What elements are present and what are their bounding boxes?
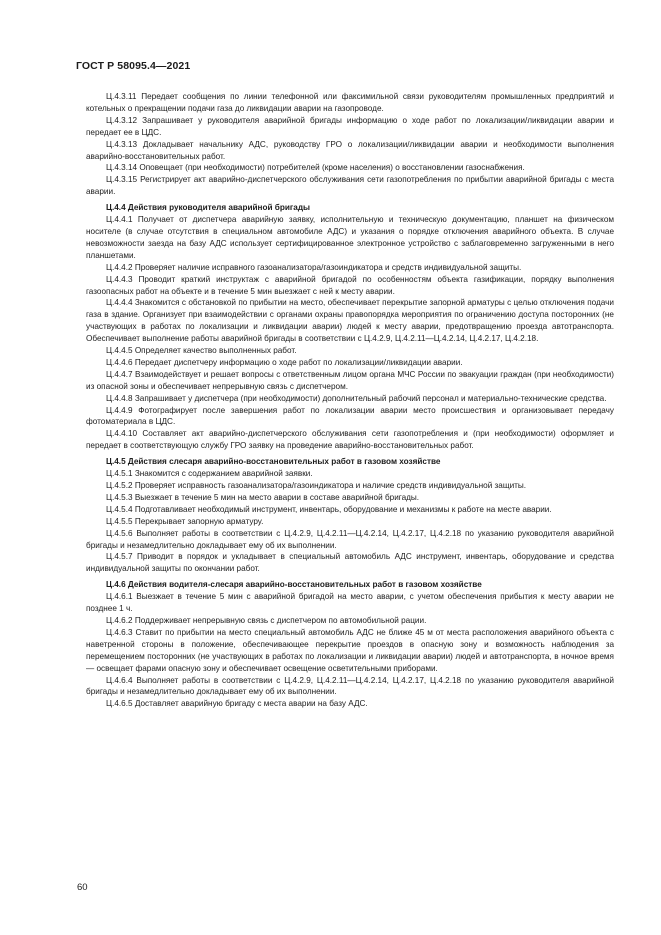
paragraph: Ц.4.4.2 Проверяет наличие исправного газоанализатора/газоиндикатора и средств индивидуальной защиты. [106, 262, 522, 272]
paragraph: Ц.4.5.7 Приводит в порядок и укладывает в специальный автомобиль АДС инструмент, инвентарь, оборудование и средства индивидуальной защиты по окончании работ. [86, 552, 614, 574]
section-heading: Ц.4.6 Действия водителя-слесаря аварийно-восстановительных работ в газовом хозяйстве [106, 580, 482, 590]
paragraph: Ц.4.5.4 Подготавливает необходимый инструмент, инвентарь, оборудование и механизмы к работе на месте аварии. [106, 504, 552, 514]
paragraph: Ц.4.5.2 Проверяет исправность газоанализатора/газоиндикатора и наличие средств индивидуальной защиты. [106, 481, 527, 490]
paragraph: Ц.4.5.6 Выполняет работы в соответствии с Ц.4.2.9, Ц.4.2.11—Ц.4.2.14, Ц.4.2.17, Ц.4.2.18 по указанию руководителя аварийной бригады и незамедлительно докладывает ему об их выполнении. [86, 528, 614, 550]
paragraph: Ц.4.6.3 Ставит по прибытии на место специальный автомобиль АДС не ближе 45 м от места расположения аварийного объекта с наветренной стороны в положение, обеспечивающее перекрытие проездов в опасную зону и возможность наблюдения за перемещением посторонних (не участвующих в работах по локализации и ликвидации аварии) людей и автотранспорта, в ночное время — освещает фарами опасную зону и обеспечивает освещение осветительными приборами. [86, 627, 614, 673]
paragraph: Ц.4.6.4 Выполняет работы в соответствии с Ц.4.2.9, Ц.4.2.11—Ц.4.2.14, Ц.4.2.17, Ц.4.2.18 по указанию руководителя аварийной бригады и незамедлительно докладывает ему об их выполнении. [86, 675, 614, 697]
paragraph: Ц.4.4.5 Определяет качество выполненных работ. [106, 346, 297, 356]
document-header: ГОСТ Р 58095.4—2021 [76, 60, 191, 72]
paragraph: Ц.4.5.5 Перекрывает запорную арматуру. [106, 516, 264, 526]
page-number: 60 [77, 882, 88, 893]
paragraph: Ц.4.4.3 Проводит краткий инструктаж с аварийной бригадой по особенностям объекта газификации, порядку выполнения газоопасных работ на объекте и в течение 5 мин выезжает с ней к месту аварии. [86, 274, 614, 296]
paragraph: Ц.4.6.1 Выезжает в течение 5 мин с аварийной бригадой на место аварии, с учетом обеспечения прибытия к месту аварии не позднее 1 ч. [86, 592, 614, 614]
paragraph: Ц.4.3.13 Докладывает начальнику АДС, руководству ГРО о локализации/ликвидации аварии и необходимости выполнения аварийно-восстановительных работ. [86, 139, 614, 161]
paragraph: Ц.4.4.10 Составляет акт аварийно-диспетчерского обслуживания сети газопотребления и (при необходимости) оформляет и передает в соответствующую службу ГРО заявку на проведение аварийно-восстановительных работ. [86, 429, 614, 451]
section-heading: Ц.4.5 Действия слесаря аварийно-восстановительных работ в газовом хозяйстве [106, 457, 441, 467]
paragraph: Ц.4.4.9 Фотографирует после завершения работ по локализации аварии место происшествия и организовывает передачу фотоматериала в ЦДС. [86, 405, 614, 427]
paragraph: Ц.4.6.5 Доставляет аварийную бригаду с места аварии на базу АДС. [106, 699, 368, 709]
paragraph: Ц.4.4.8 Запрашивает у диспетчера (при необходимости) дополнительный рабочий персонал и материально-технические средства. [106, 393, 607, 403]
paragraph: Ц.4.4.4 Знакомится с обстановкой по прибытии на место, обеспечивает перекрытие запорной арматуры с целью отключения подачи газа в здание. Организует при взаимодействии с органами охраны правопорядка мероприятия по ограничению доступа посторонних (не участвующих в работах по локализации и ликвидации аварии) людей к месту аварии, предотвращению проезда автотранспорта. Обеспечивает выполнение работы аварийной бригады в соответствии с Ц.4.2.9, Ц.4.2.11—Ц.4.2.14, Ц.4.2.17, Ц.4.2.18. [86, 298, 614, 344]
paragraph: Ц.4.3.11 Передает сообщения по линии телефонной или факсимильной связи руководителям промышленных предприятий и котельных о прекращении подачи газа до ликвидации аварии на газопроводе. [86, 92, 614, 113]
paragraph: Ц.4.3.15 Регистрирует акт аварийно-диспетчерского обслуживания сети газопотребления по прибытии аварийной бригады с места аварии. [86, 175, 614, 197]
paragraph: Ц.4.6.2 Поддерживает непрерывную связь с диспетчером по автомобильной рации. [106, 615, 427, 625]
paragraph: Ц.4.4.1 Получает от диспетчера аварийную заявку, исполнительную и техническую документацию, планшет на физическом носителе (в случае отсутствия в специальном автомобиле АДС) и указания о порядке отключения аварийного объекта. В случае невозможности заезда на базу АДС использует сертифицированное электронное устройство с заблаговременно загруженными в него планшетами. [86, 215, 614, 260]
paragraph: Ц.4.5.3 Выезжает в течение 5 мин на место аварии в составе аварийной бригады. [106, 492, 420, 502]
paragraph: Ц.4.4.6 Передает диспетчеру информацию о ходе работ по локализации/ликвидации аварии. [106, 357, 463, 367]
paragraph: Ц.4.5.1 Знакомится с содержанием аварийной заявки. [106, 469, 313, 479]
paragraph: Ц.4.3.14 Оповещает (при необходимости) потребителей (кроме населения) о восстановлении газоснабжения. [106, 163, 525, 173]
document-body [86, 91, 614, 710]
section-heading: Ц.4.4 Действия руководителя аварийной бригады [106, 203, 311, 213]
paragraph: Ц.4.4.7 Взаимодействует и решает вопросы с ответственным лицом органа МЧС России по эвакуации граждан (при необходимости) из опасной зоны и обеспечивает непрерывную связь с диспетчером. [86, 369, 614, 391]
paragraph: Ц.4.3.12 Запрашивает у руководителя аварийной бригады информацию о ходе работ по локализации/ликвидации аварии и передает ее в ЦДС. [86, 115, 614, 137]
